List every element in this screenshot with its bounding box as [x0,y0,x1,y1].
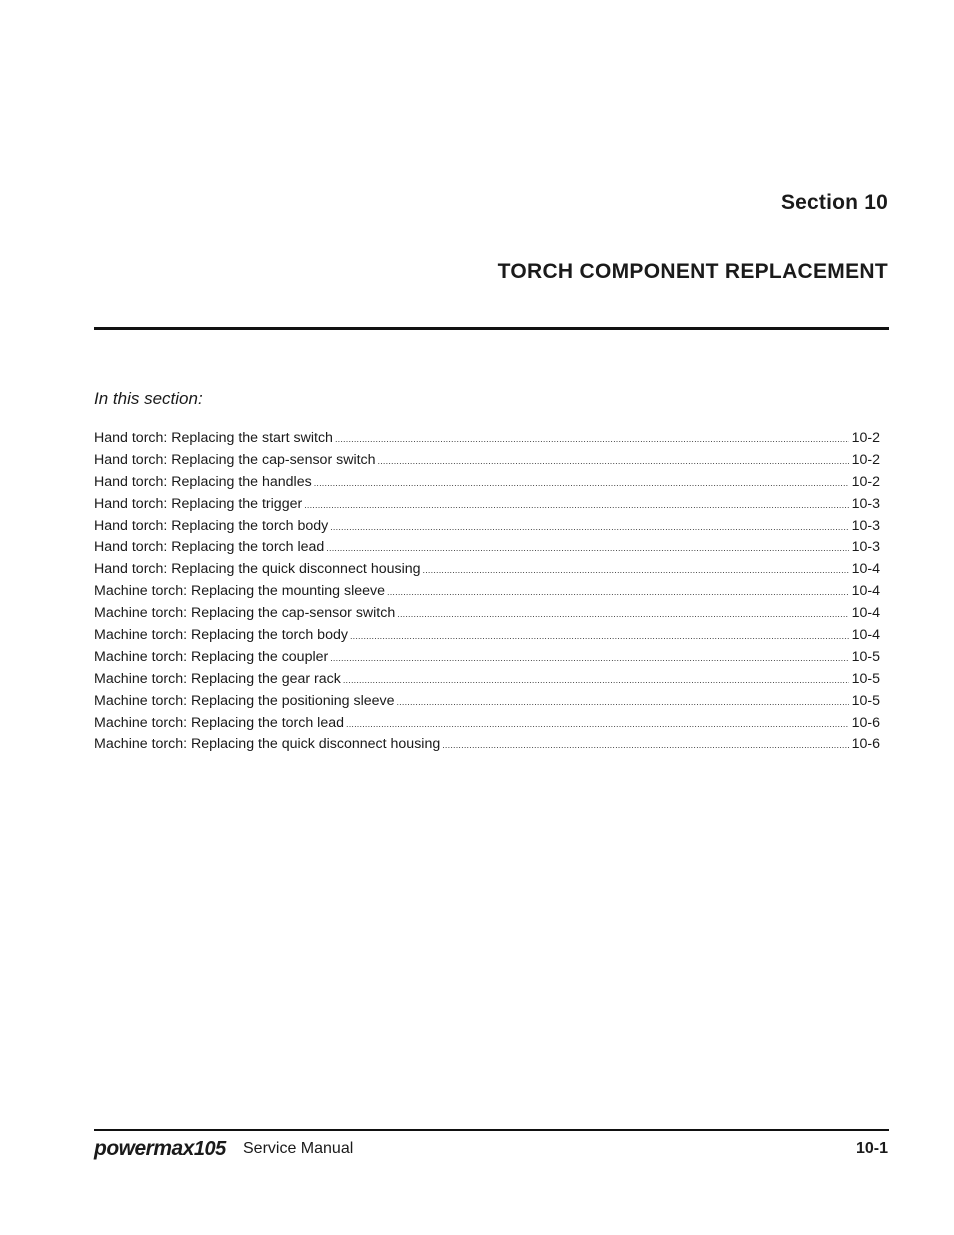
section-intro: In this section: [94,389,203,408]
toc-leader-dots [346,719,849,729]
footer-manual-label: Service Manual [243,1140,354,1157]
toc-entry[interactable] [94,605,880,627]
toc-entry-title: Machine torch: Replacing the torch body [94,627,348,644]
toc-entry-title: Hand torch: Replacing the handles [94,473,312,490]
toc-entry[interactable] [94,736,880,758]
toc-leader-dots [326,543,848,553]
section-title: TORCH COMPONENT REPLACEMENT [497,260,888,283]
toc-entry[interactable] [94,715,880,737]
toc-entry-title: Machine torch: Replacing the mounting sleeve [94,583,386,600]
toc-entry[interactable] [94,693,880,715]
toc-entry-title: Hand torch: Replacing the trigger [94,495,303,512]
toc-leader-dots [378,456,849,466]
toc-entry-page: 10-5 [851,692,880,709]
toc-entry-title: Machine torch: Replacing the quick disconnect housing [94,736,441,753]
toc-entry[interactable] [94,561,880,583]
toc-entry[interactable] [94,671,880,693]
toc-entry-title: Hand torch: Replacing the quick disconnect housing [94,561,421,578]
toc-entry-title: Hand torch: Replacing the torch body [94,517,329,534]
table-of-contents [94,430,880,758]
toc-leader-dots [396,697,848,707]
toc-leader-dots [330,653,848,663]
toc-entry-page: 10-2 [851,473,880,490]
toc-entry-title: Hand torch: Replacing the torch lead [94,539,325,556]
toc-entry-title: Machine torch: Replacing the coupler [94,648,329,665]
toc-entry-page: 10-3 [851,517,880,534]
toc-entry-title: Machine torch: Replacing the gear rack [94,670,341,687]
toc-entry-page: 10-4 [851,605,880,622]
section-number: Section 10 [780,191,888,214]
footer-brand-model: 105 [193,1138,226,1160]
toc-entry-page: 10-3 [851,539,880,556]
footer-page-number: 10-1 [855,1140,888,1157]
toc-entry-page: 10-5 [851,648,880,665]
toc-entry-page: 10-5 [851,670,880,687]
toc-entry[interactable] [94,496,880,518]
toc-leader-dots [343,675,849,685]
footer-divider [94,1129,889,1131]
toc-leader-dots [304,500,848,510]
toc-entry-title: Hand torch: Replacing the cap-sensor switch [94,451,376,468]
toc-entry[interactable] [94,649,880,671]
toc-entry-page: 10-2 [851,451,880,468]
toc-entry[interactable] [94,518,880,540]
toc-entry-page: 10-6 [851,714,880,731]
toc-leader-dots [335,434,849,444]
toc-entry[interactable] [94,452,880,474]
toc-entry-page: 10-3 [851,495,880,512]
toc-leader-dots [423,565,849,575]
toc-entry-page: 10-6 [851,736,880,753]
toc-entry[interactable] [94,474,880,496]
toc-entry-page: 10-4 [851,583,880,600]
toc-leader-dots [314,478,849,488]
toc-entry-title: Machine torch: Replacing the cap-sensor switch [94,605,396,622]
toc-entry-title: Hand torch: Replacing the start switch [94,430,333,446]
toc-entry[interactable] [94,583,880,605]
toc-leader-dots [330,522,848,532]
toc-leader-dots [442,740,848,750]
toc-entry[interactable] [94,539,880,561]
toc-entry-page: 10-4 [851,627,880,644]
header-divider [94,327,889,330]
toc-leader-dots [350,631,849,641]
toc-entry[interactable] [94,430,880,452]
toc-entry[interactable] [94,627,880,649]
toc-leader-dots [387,587,849,597]
toc-leader-dots [397,609,848,619]
toc-entry-title: Machine torch: Replacing the torch lead [94,714,344,731]
toc-entry-page: 10-2 [851,430,880,446]
footer-brand-name: powermax [94,1137,194,1160]
footer-brand-logo [94,1137,226,1161]
toc-entry-page: 10-4 [851,561,880,578]
toc-entry-title: Machine torch: Replacing the positioning sleeve [94,692,395,709]
